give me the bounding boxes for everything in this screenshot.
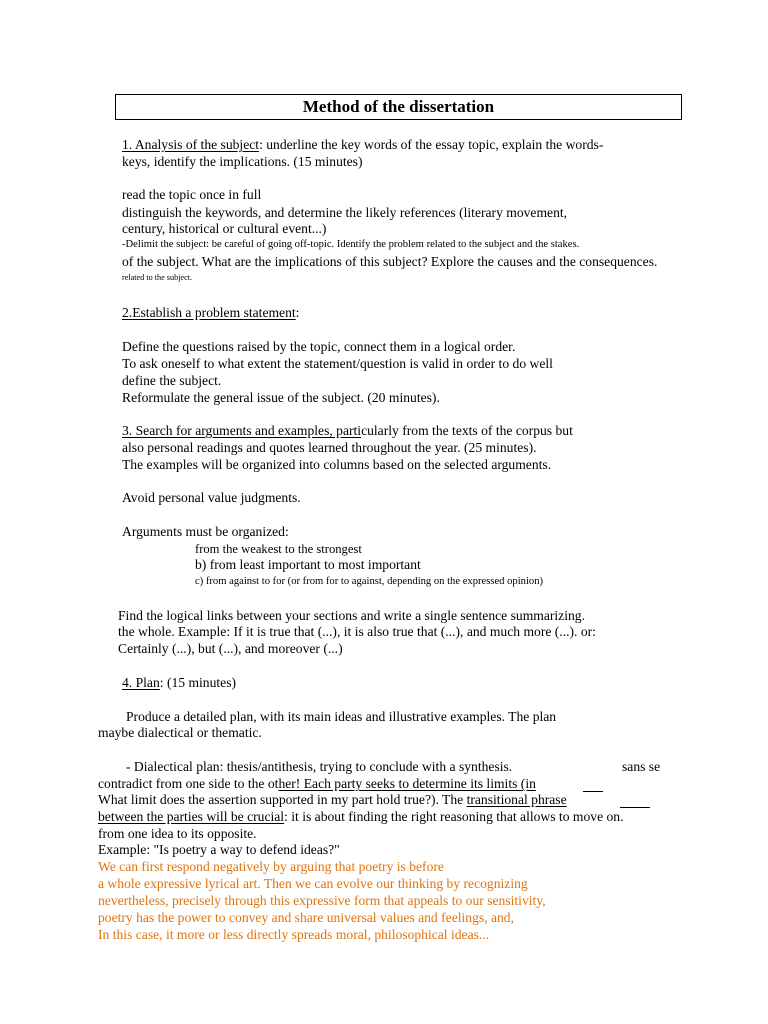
section-1-line-4: distinguish the keywords, and determine the likely references (literary movement, [122,205,568,220]
section-4-line-5 [98,776,536,792]
section-4-line-8: from one idea to its opposite. [98,826,257,841]
section-2-heading-rest: : [295,305,300,320]
section-4-line-7a: between the parties will be crucial [98,809,285,824]
section-3-line-8: c) from against to for (or from for to against, depending on the expressed opinion) [195,576,544,587]
section-4-line-7 [98,809,624,825]
section-1-heading-line [122,137,603,153]
section-4-line-6b: transitional phrase [466,792,567,807]
section-1-line-8: related to the subject. [122,273,193,282]
document-title-box [115,94,682,120]
section-3-line-3: The examples will be organized into columns based on the selected arguments. [122,457,552,472]
section-1-line-7: of the subject. What are the implications of this subject? Explore the causes and the consequences. [122,254,658,269]
section-4-line-6 [98,792,567,808]
underline-gap-rule [583,791,603,792]
section-4-line-4-tail: sans se [622,759,661,774]
section-3-line-9: Find the logical links between your sections and write a single sentence summarizing. [118,608,585,623]
section-4-line-5a: contradict from one side to the ot [98,776,279,791]
section-2-heading: 2.Establish a problem statement [122,305,296,320]
section-2-heading-line [122,305,299,321]
section-4-line-3: maybe dialectical or thematic. [98,725,262,740]
section-3-heading-line [122,423,573,439]
section-3-line-11: Certainly (...), but (...), and moreover (...) [118,641,343,656]
section-4-line-2: Produce a detailed plan, with its main ideas and illustrative examples. The plan [126,709,557,724]
section-1-line-6: -Delimit the subject: be careful of going off-topic. Identify the problem related to the subject and the stakes. [122,239,580,250]
example-line-1: We can first respond negatively by arguing that poetry is before [98,859,444,874]
section-2-line-4: define the subject. [122,373,222,388]
section-2-line-2: Define the questions raised by the topic, connect them in a logical order. [122,339,516,354]
section-2-line-5: Reformulate the general issue of the subject. (20 minutes). [122,390,440,405]
section-1-heading-rest: : underline the key words of the essay topic, explain the words- [259,137,604,152]
section-4-line-4: - Dialectical plan: thesis/antithesis, trying to conclude with a synthesis. [126,759,513,774]
section-3-heading-rest: cularly from the texts of the corpus but [361,423,573,438]
example-line-4: poetry has the power to convey and share universal values and feelings, and, [98,910,514,925]
section-3-line-7: b) from least important to most important [195,557,421,572]
section-4-heading: 4. Plan [122,675,160,690]
section-1-line-5: century, historical or cultural event...) [122,221,327,236]
section-4-heading-rest: : (15 minutes) [159,675,237,690]
section-3-line-4: Avoid personal value judgments. [122,490,301,505]
transitional-underline-extension [620,807,650,808]
section-4-heading-line [122,675,236,691]
section-3-line-5: Arguments must be organized: [122,524,289,539]
section-4-line-6a: What limit does the assertion supported in my part hold true?). The [98,792,467,807]
section-1-heading: 1. Analysis of the subject [122,137,260,152]
example-line-3: nevertheless, precisely through this expressive form that appeals to our sensitivity, [98,893,546,908]
section-1-line-2: keys, identify the implications. (15 minutes) [122,154,363,169]
section-1-line-3: read the topic once in full [122,187,262,202]
section-4-line-5b: her! Each party seeks to determine its limits (in [278,776,536,791]
document-title: Method of the dissertation [302,97,495,116]
section-3-line-10: the whole. Example: If it is true that (...), it is also true that (...), and much more (...). or: [118,624,596,639]
section-3-line-6: from the weakest to the strongest [195,542,362,556]
example-line-2: a whole expressive lyrical art. Then we can evolve our thinking by recognizing [98,876,528,891]
section-2-line-3: To ask oneself to what extent the statement/question is valid in order to do well [122,356,553,371]
example-line-5: In this case, it more or less directly spreads moral, philosophical ideas... [98,927,490,942]
section-4-line-7b: : it is about finding the right reasoning that allows to move on. [284,809,624,824]
section-3-line-2: also personal readings and quotes learned throughout the year. (25 minutes). [122,440,537,455]
section-4-line-9: Example: "Is poetry a way to defend ideas?" [98,842,340,857]
section-3-heading: 3. Search for arguments and examples, parti [122,423,362,438]
